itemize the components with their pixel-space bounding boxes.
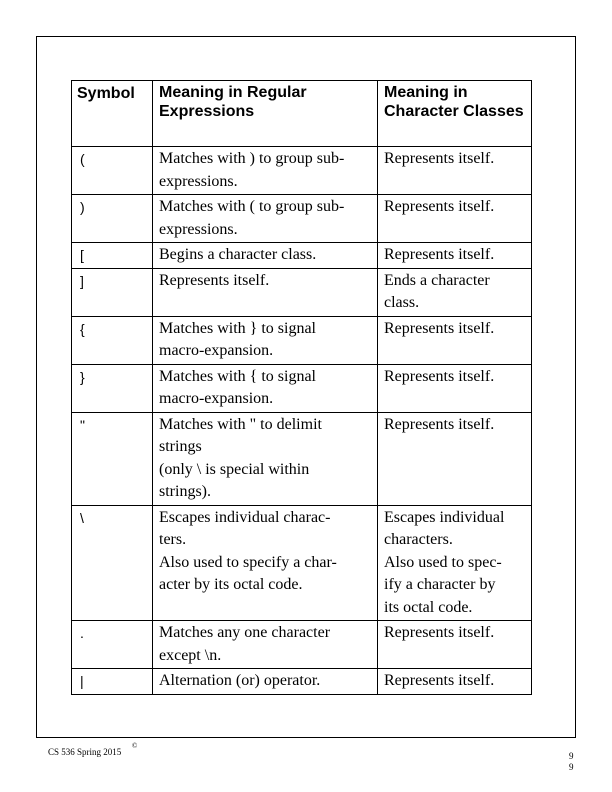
cell-line: Matches with ) to group sub- [159, 150, 345, 167]
regex-meaning-cell [153, 364, 378, 412]
header-class-meaning: Meaning in Character Classes [378, 81, 532, 147]
symbol-cell: { [72, 316, 153, 364]
class-meaning-cell [378, 669, 532, 695]
cell-line: Represents itself. [384, 415, 495, 433]
cell-line: strings). [159, 483, 211, 500]
regex-meaning-cell [153, 505, 378, 621]
regex-meaning-cell [153, 195, 378, 243]
symbol-cell: . [72, 621, 153, 669]
cell-line: macro-expansion. [159, 342, 274, 359]
cell-line: Also used to spec- [384, 553, 502, 571]
cell-line: Escapes individual charac- [159, 508, 331, 526]
regex-symbols-table [71, 80, 532, 695]
cell-line: expressions. [159, 220, 238, 238]
regex-meaning-cell [153, 412, 378, 505]
class-meaning-cell [378, 147, 532, 195]
cell-line: expressions. [159, 172, 238, 190]
symbol-cell: [ [72, 243, 153, 269]
symbol-cell: | [72, 669, 153, 695]
cell-line: Represents itself. [384, 198, 495, 215]
cell-line: ters. [159, 531, 187, 548]
cell-line: (only \ is special within [159, 460, 310, 478]
table-row [72, 621, 532, 669]
cell-line: Escapes individual [384, 508, 505, 526]
page-number [569, 751, 574, 773]
table-row [72, 195, 532, 243]
cell-line: Matches with " to delimit [159, 415, 322, 433]
cell-line: ify a character by [384, 576, 496, 593]
table-row [72, 243, 532, 269]
cell-line: Matches with { to signal [159, 367, 316, 385]
cell-line: Matches with } to signal [159, 319, 316, 337]
cell-line: Ends a character [384, 271, 490, 289]
regex-meaning-cell [153, 243, 378, 269]
table-header-row [72, 81, 532, 147]
copyright-mark: © [132, 742, 138, 750]
class-meaning-cell [378, 316, 532, 364]
class-meaning-cell [378, 195, 532, 243]
header-regex-meaning: Meaning in Regular Expressions [153, 81, 378, 147]
cell-line: class. [384, 294, 420, 311]
cell-line: Matches any one character [159, 624, 331, 641]
class-meaning-cell [378, 505, 532, 621]
symbol-cell: " [72, 412, 153, 505]
symbol-cell: ] [72, 268, 153, 316]
table-body [72, 147, 532, 695]
cell-line: Represents itself. [384, 367, 495, 385]
symbol-cell: \ [72, 505, 153, 621]
footer-course: CS 536 Spring 2015 [48, 747, 122, 757]
regex-meaning-cell [153, 621, 378, 669]
cell-line: Begins a character class. [159, 246, 317, 263]
cell-line: Represents itself. [384, 624, 495, 641]
table-row [72, 669, 532, 695]
table-row [72, 505, 532, 621]
class-meaning-cell [378, 364, 532, 412]
table-row [72, 316, 532, 364]
symbol-cell: ) [72, 195, 153, 243]
table-row [72, 412, 532, 505]
cell-line: Also used to specify a char- [159, 553, 337, 571]
cell-line: Represents itself. [384, 672, 495, 689]
cell-line: Represents itself. [384, 246, 495, 263]
cell-line: strings [159, 438, 202, 455]
table-row [72, 364, 532, 412]
table-row [72, 268, 532, 316]
cell-line: Represents itself. [384, 150, 495, 167]
cell-line: characters. [384, 531, 453, 548]
header-symbol: Symbol [72, 81, 153, 147]
regex-meaning-cell [153, 669, 378, 695]
regex-meaning-cell [153, 268, 378, 316]
page-number-top: 9 [569, 751, 574, 761]
cell-line: Alternation (or) operator. [159, 672, 321, 689]
table-row [72, 147, 532, 195]
regex-meaning-cell [153, 147, 378, 195]
cell-line: Matches with ( to group sub- [159, 198, 345, 215]
cell-line: except \n. [159, 646, 222, 664]
class-meaning-cell [378, 243, 532, 269]
class-meaning-cell [378, 412, 532, 505]
symbol-cell: ( [72, 147, 153, 195]
cell-line: Represents itself. [159, 271, 270, 289]
cell-line: Represents itself. [384, 319, 495, 337]
regex-meaning-cell [153, 316, 378, 364]
class-meaning-cell [378, 268, 532, 316]
cell-line: macro-expansion. [159, 390, 274, 407]
cell-line: acter by its octal code. [159, 576, 303, 593]
symbol-cell: } [72, 364, 153, 412]
cell-line: its octal code. [384, 598, 473, 616]
class-meaning-cell [378, 621, 532, 669]
page-number-bottom: 9 [569, 762, 574, 772]
